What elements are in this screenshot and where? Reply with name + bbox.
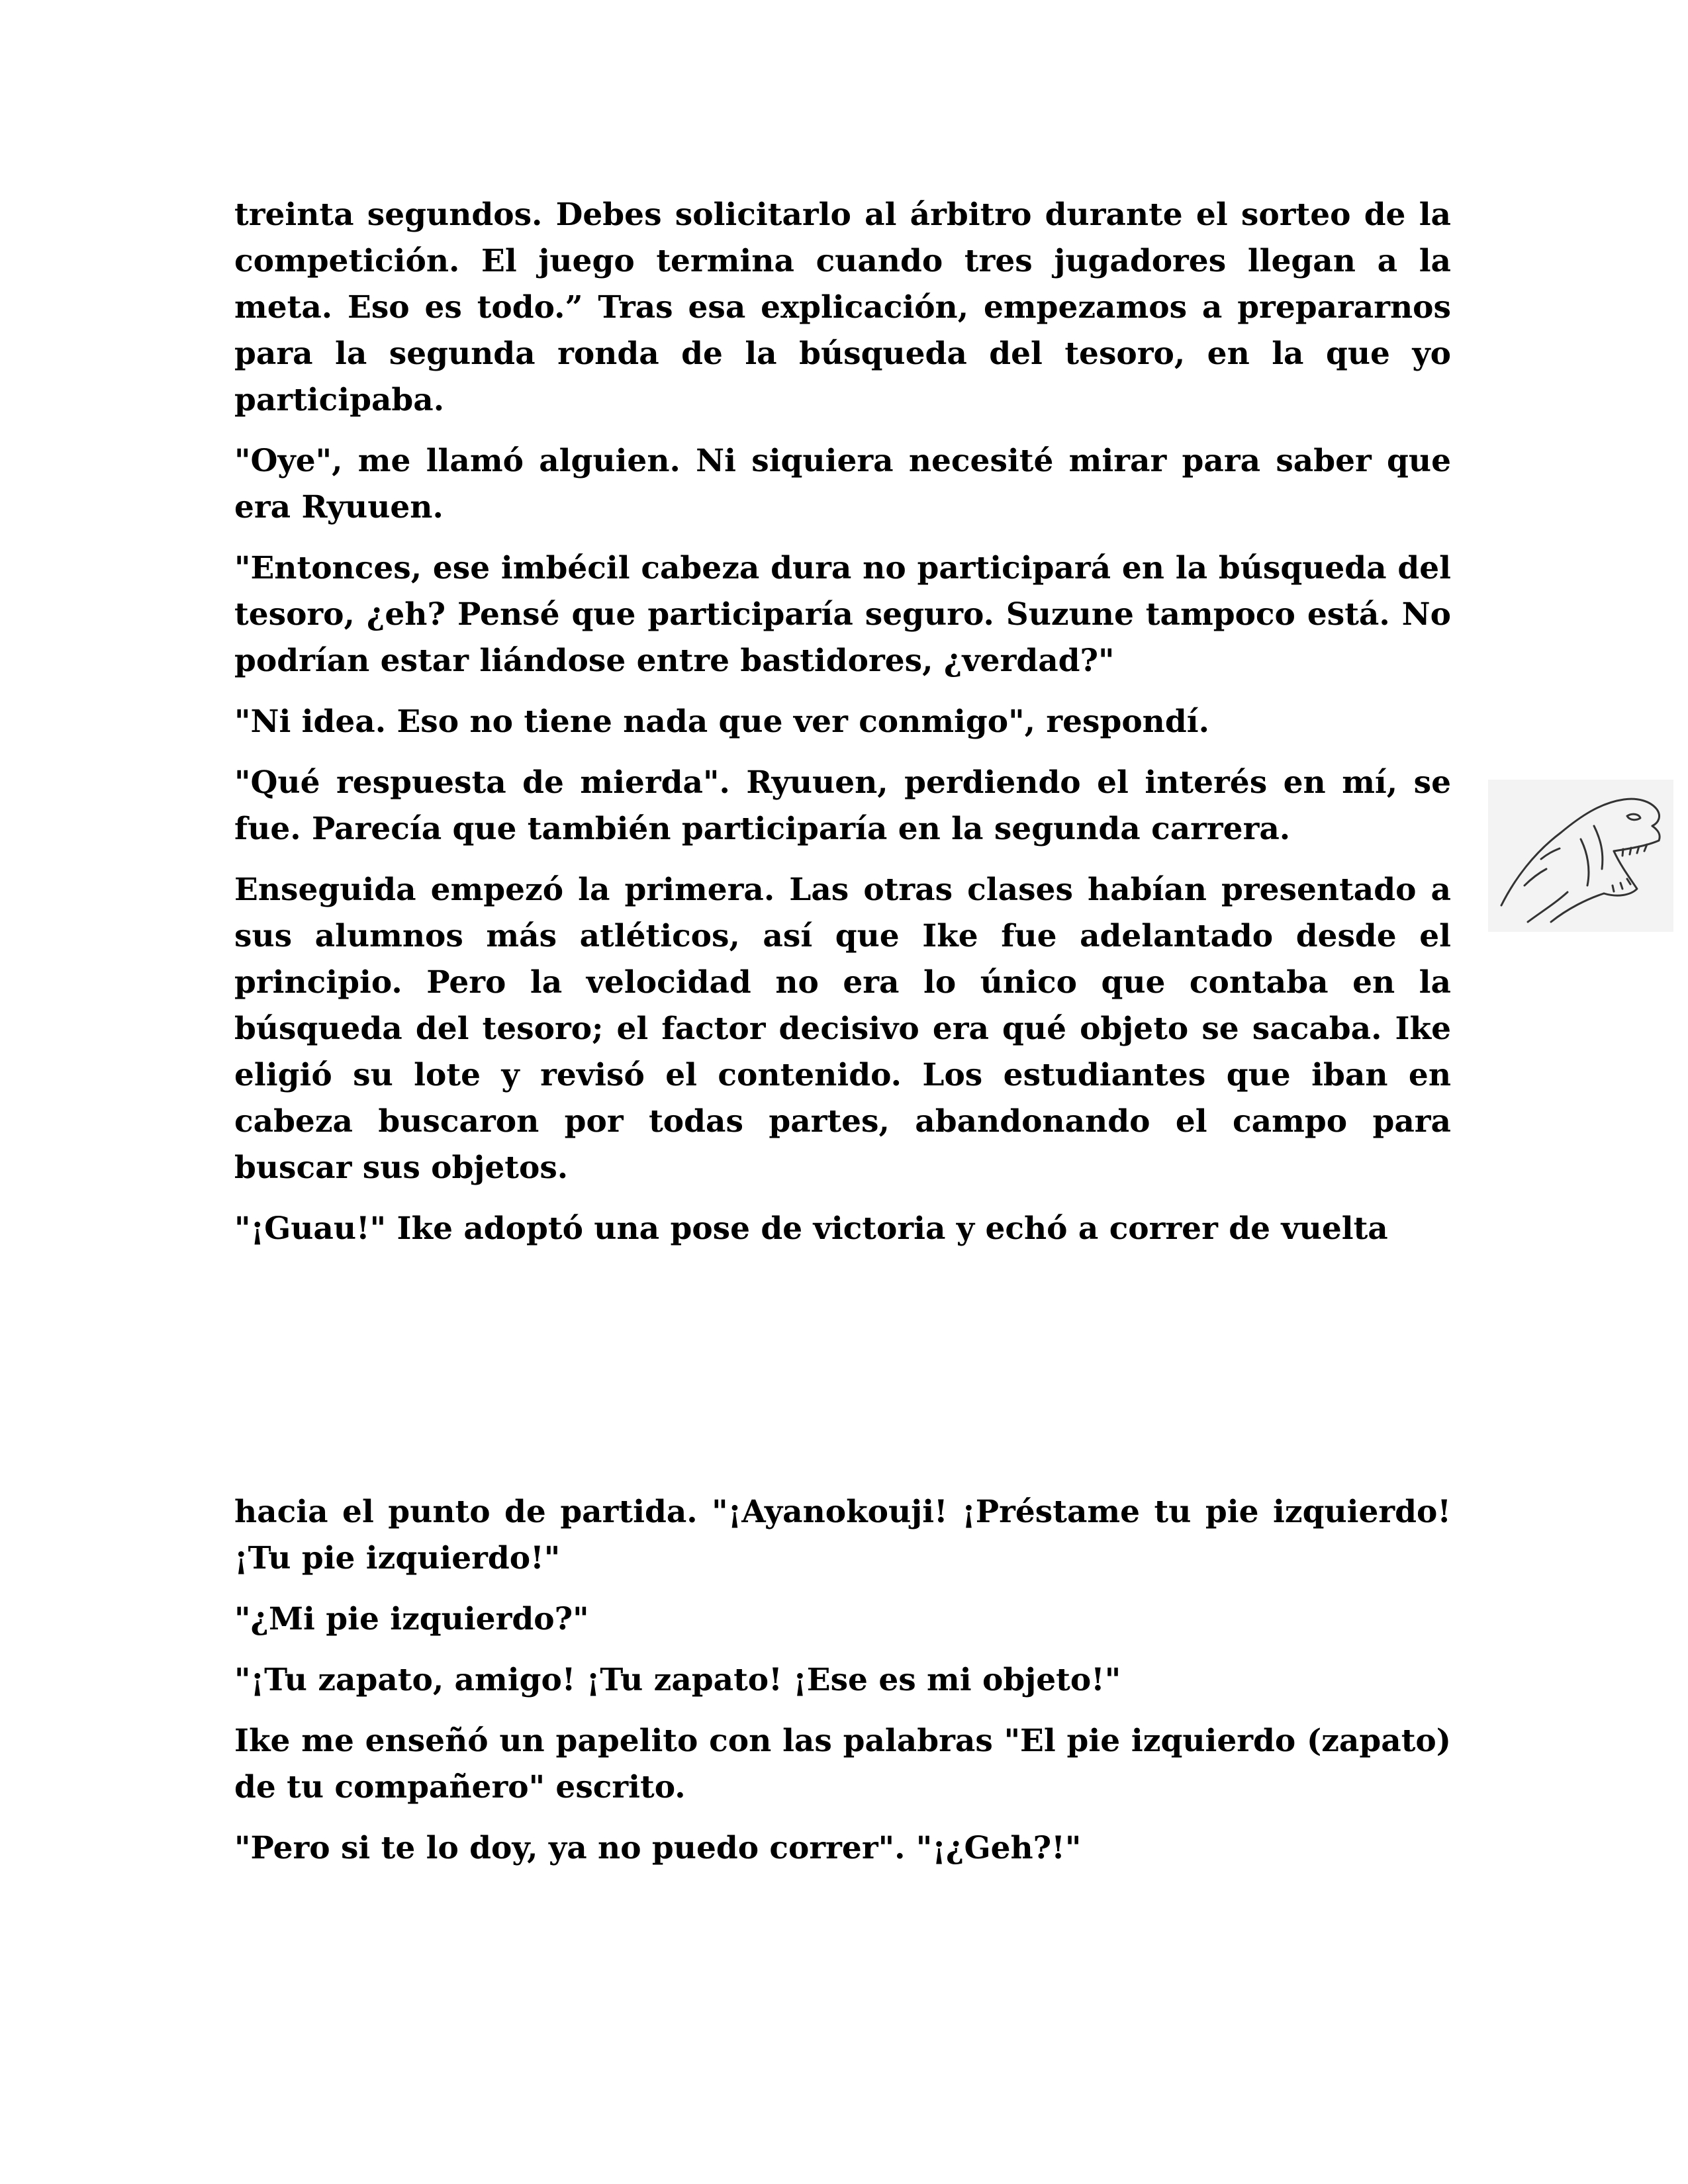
paragraph: "Oye", me llamó alguien. Ni siquiera necesité mirar para saber que era Ryuuen. — [234, 443, 1451, 525]
paragraph: "Qué respuesta de mierda". Ryuuen, perdiendo el interés en mí, se fue. Parecía que también participaría en la segunda carrera. — [234, 764, 1451, 847]
paragraph: "Entonces, ese imbécil cabeza dura no participará en la búsqueda del tesoro, ¿eh? Pensé que participaría seguro. Suzune tampoco está. No podrían estar liándose entre bastidores, ¿verdad?" — [234, 550, 1451, 679]
paragraph: "¡Guau!" Ike adoptó una pose de victoria y echó a correr de vuelta — [234, 1210, 1388, 1247]
text-block-top — [234, 192, 1451, 1267]
paragraph: "¿Mi pie izquierdo?" — [234, 1601, 589, 1637]
dinosaur-head-sketch-icon — [1488, 780, 1673, 932]
paragraph: "¡Tu zapato, amigo! ¡Tu zapato! ¡Ese es mi objeto!" — [234, 1662, 1121, 1698]
paragraph: "Ni idea. Eso no tiene nada que ver conmigo", respondí. — [234, 704, 1209, 740]
text-block-bottom — [234, 1489, 1451, 1886]
paragraph: Ike me enseñó un papelito con las palabras "El pie izquierdo (zapato) de tu compañero" escrito. — [234, 1723, 1451, 1805]
paragraph: treinta segundos. Debes solicitarlo al árbitro durante el sorteo de la competición. El juego termina cuando tres jugadores llegan a la meta. Eso es todo.” Tras esa explicación, empezamos a prepararnos para la segunda ronda de la búsqueda del tesoro, en la que yo participaba. — [234, 197, 1451, 418]
paragraph: "Pero si te lo doy, ya no puedo correr". "¡¿Geh?!" — [234, 1830, 1082, 1866]
paragraph: hacia el punto de partida. "¡Ayanokouji! ¡Préstame tu pie izquierdo! ¡Tu pie izquierdo!" — [234, 1494, 1451, 1576]
paragraph: Enseguida empezó la primera. Las otras clases habían presentado a sus alumnos más atléticos, así que Ike fue adelantado desde el principio. Pero la velocidad no era lo único que contaba en la búsqueda del tesoro; el factor decisivo era qué objeto se sacaba. Ike eligió su lote y revisó el contenido. Los estudiantes que iban en cabeza buscaron por todas partes, abandonando el campo para buscar sus objetos. — [234, 872, 1451, 1186]
